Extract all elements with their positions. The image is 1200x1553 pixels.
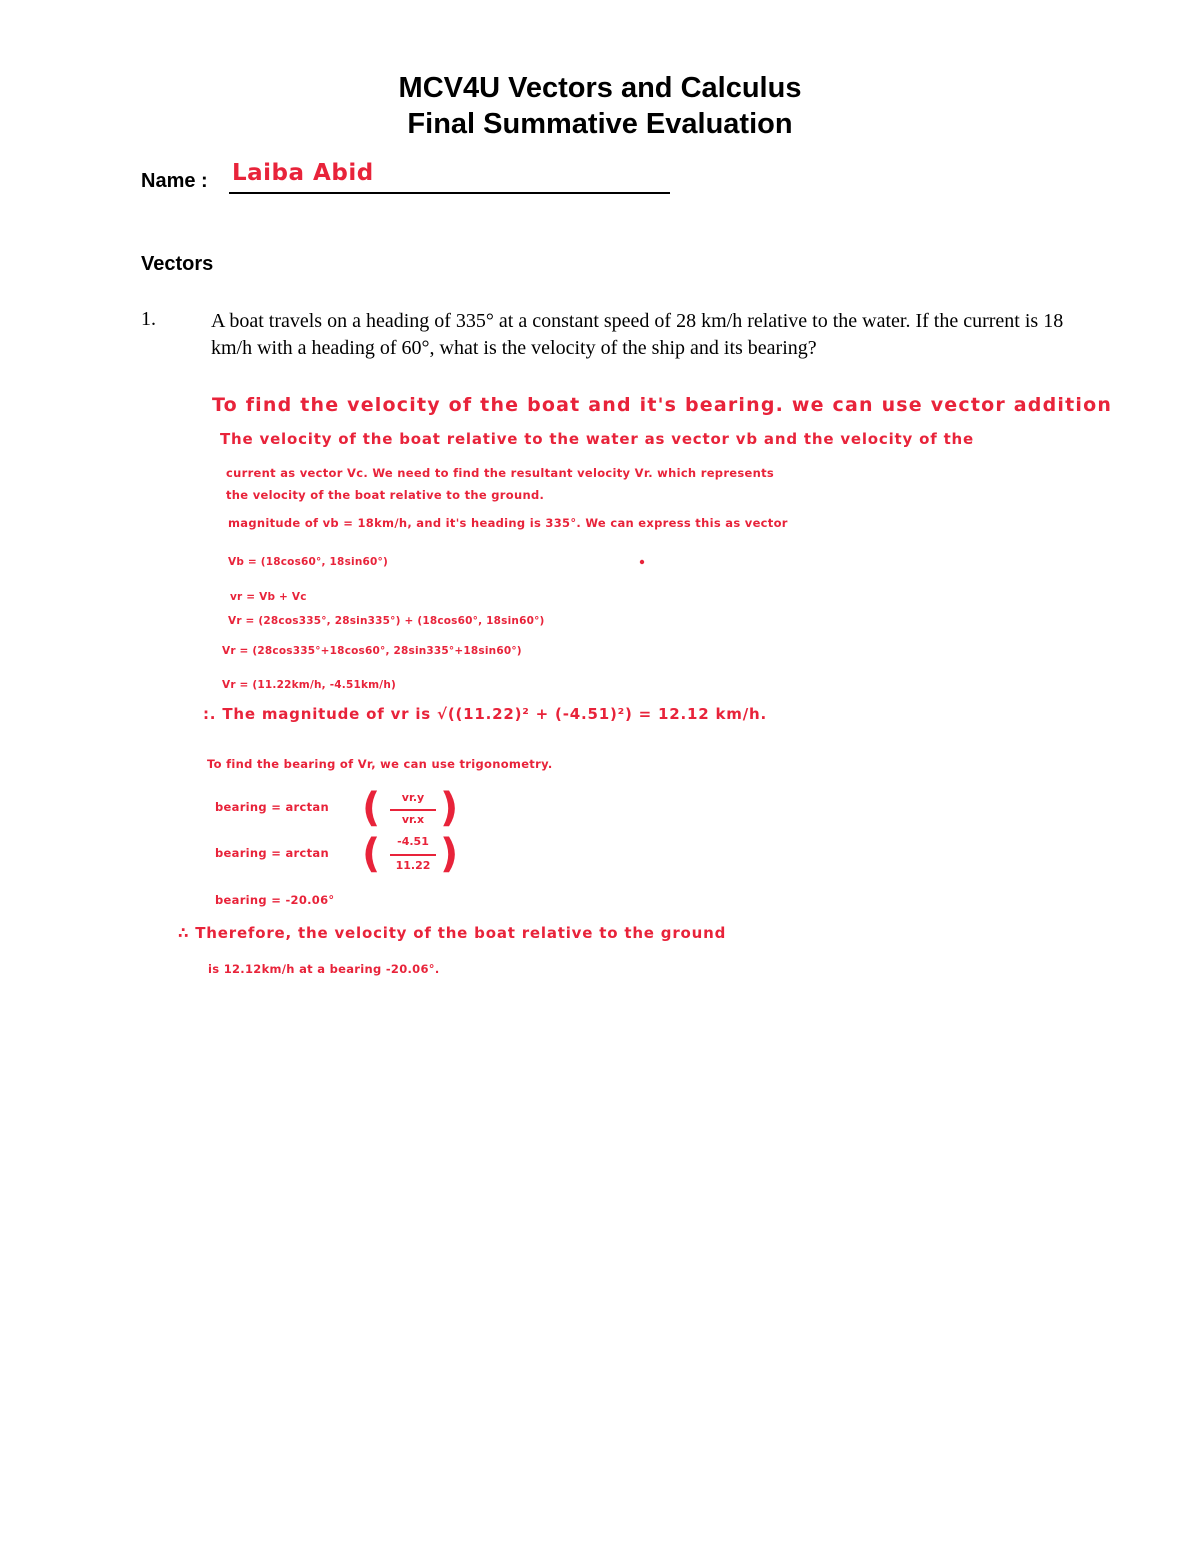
document-subtitle: Final Summative Evaluation [407,108,793,140]
answer-line-1: To find the velocity of the boat and it's bearing. we can use vector addition [212,394,1113,416]
answer-line-8: Vr = (28cos335°, 28sin335°) + (18cos60°, 18sin60°) [228,615,545,627]
name-underline [229,192,670,194]
fraction-numerator: -4.51 [397,835,429,848]
left-paren: ( [362,785,381,831]
fraction-bar [390,809,436,811]
fraction-denominator: 11.22 [395,859,431,872]
document-title: MCV4U Vectors and Calculus [398,72,802,104]
right-paren: ) [440,831,459,877]
answer-line-9: Vr = (28cos335°+18cos60°, 28sin335°+18sin60°) [222,645,522,657]
question-text: A boat travels on a heading of 335° at a constant speed of 28 km/h relative to the water. If the current is 18 km/h with a heading of 60°, what is the velocity of the ship and its bearing? [211,310,1064,359]
answer-line-15: bearing = -20.06° [215,893,335,907]
name-handwritten-value: Laiba Abid [232,160,374,186]
section-heading: Vectors [141,253,214,275]
left-paren: ( [362,831,381,877]
answer-line-2: The velocity of the boat relative to the water as vector vb and the velocity of the [220,430,974,448]
answer-line-6: Vb = (18cos60°, 18sin60°) [228,556,388,568]
answer-line-5: magnitude of vb = 18km/h, and it's heading is 335°. We can express this as vector [228,516,788,530]
answer-line-4: the velocity of the boat relative to the ground. [226,488,545,502]
bearing-value-fraction [362,829,472,883]
right-paren: ) [440,785,459,831]
question-number: 1. [141,308,156,330]
ink-dot-mark [640,560,644,564]
answer-line-10: Vr = (11.22km/h, -4.51km/h) [222,679,396,691]
name-label: Name : [141,170,208,192]
answer-line-3: current as vector Vc. We need to find the resultant velocity Vr. which represents [226,466,775,480]
answer-line-17: is 12.12km/h at a bearing -20.06°. [208,962,440,976]
ink-dot [638,558,646,566]
fraction-numerator: vr.y [401,791,425,804]
answer-line-16: ∴ Therefore, the velocity of the boat relative to the ground [178,924,727,942]
fraction-denominator: vr.x [401,813,425,826]
fraction-bar [390,854,436,856]
bearing-value-label: bearing = arctan [215,846,329,860]
bearing-formula-label: bearing = arctan [215,800,329,814]
bearing-formula-fraction [362,785,472,835]
answer-line-11: :. The magnitude of vr is √((11.22)² + (-4.51)²) = 12.12 km/h. [203,705,767,723]
answer-line-7: vr = Vb + Vc [230,591,307,603]
answer-line-12: To find the bearing of Vr, we can use trigonometry. [207,757,553,771]
